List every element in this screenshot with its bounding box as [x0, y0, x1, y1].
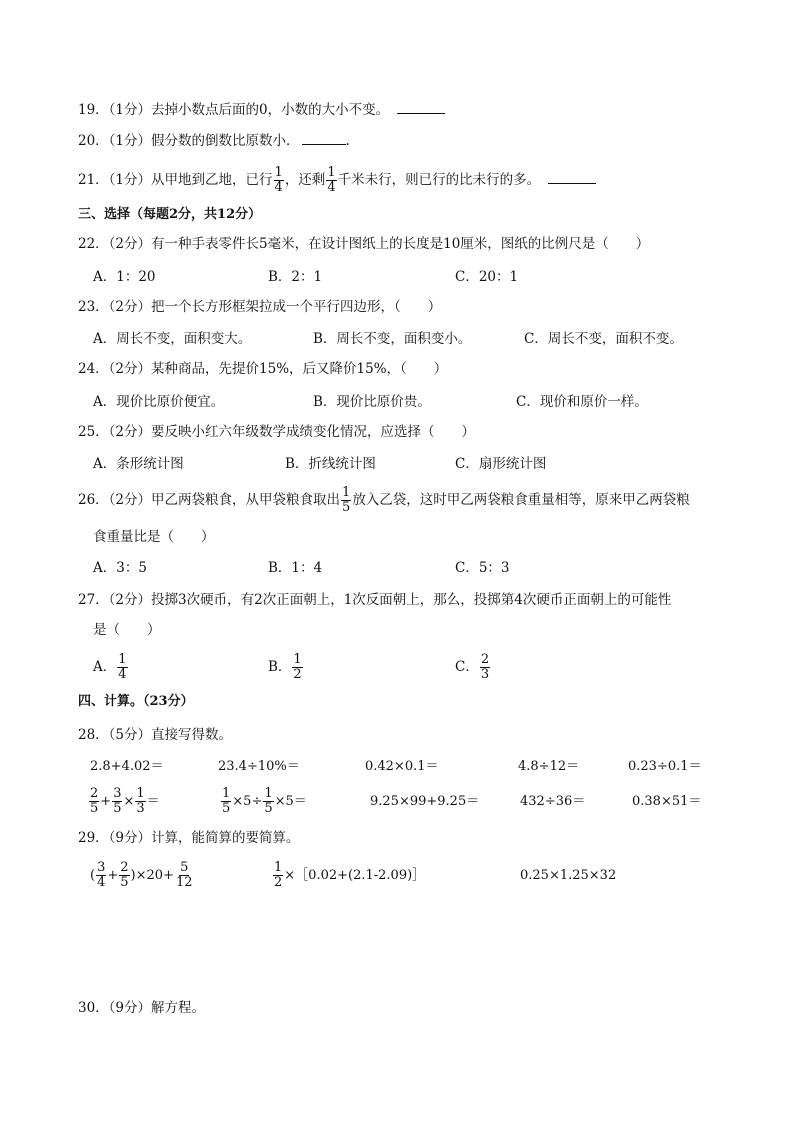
- question-text: 把一个长方形框架拉成一个平行四边形，（ ）: [151, 299, 442, 315]
- question-26: [78, 485, 690, 515]
- option-a[interactable]: A．3：5: [93, 560, 147, 576]
- question-29: [78, 828, 300, 848]
- question-text: 解方程。: [151, 1000, 206, 1016]
- answer-blank[interactable]: [397, 101, 445, 114]
- question-tail: .: [345, 133, 350, 149]
- question-number: 27．（2分）: [78, 592, 152, 608]
- question-number: 22．（2分）: [78, 236, 152, 252]
- question-number: 19．（1分）: [78, 102, 152, 118]
- fraction: $\frac{1}{4}$: [274, 165, 283, 195]
- calc-item: 2.8+4.02＝: [90, 759, 164, 774]
- calc-expression: $\frac{1}{2}$ ×［0.02+(2.1-2.09)］: [274, 860, 426, 890]
- option-c[interactable]: C．扇形统计图: [455, 456, 547, 472]
- question-number: 21．（1分）: [78, 172, 152, 188]
- question-19: [78, 100, 445, 120]
- answer-blank[interactable]: [548, 171, 596, 184]
- option-c[interactable]: C． $\frac{2}{3}$: [455, 652, 490, 682]
- calc-item: 0.38×51＝: [632, 794, 702, 809]
- question-text: 去掉小数点后面的0，小数的大小不变。: [151, 102, 390, 118]
- question-text: 甲乙两袋粮食，从甲袋粮食取出: [151, 492, 341, 508]
- option-a[interactable]: A．1：20: [93, 269, 156, 285]
- question-22: [78, 234, 649, 254]
- option-a[interactable]: A．现价比原价便宜。: [93, 394, 225, 410]
- question-number: 30．（9分）: [78, 1000, 152, 1016]
- question-number: 20．（1分）: [78, 133, 152, 149]
- option-b[interactable]: B．1：4: [268, 560, 323, 576]
- question-number: 24．（2分）: [78, 361, 152, 377]
- option-b[interactable]: B．现价比原价贵。: [313, 394, 431, 410]
- calc-item: 0.42×0.1＝: [365, 759, 439, 774]
- question-text: 有一种手表零件长5毫米，在设计图纸上的长度是10厘米，图纸的比例尺是（ ）: [151, 236, 650, 252]
- question-20: [78, 131, 350, 151]
- fraction: $\frac{1}{5}$: [342, 485, 351, 515]
- option-c[interactable]: C．现价和原价一样。: [516, 394, 648, 410]
- calc-item: 0.23÷0.1＝: [628, 759, 702, 774]
- question-number: 28．（5分）: [78, 727, 152, 743]
- question-text: 某种商品，先提价15%，后又降价15%，（ ）: [151, 361, 448, 377]
- question-text: 从甲地到乙地，已行: [151, 172, 273, 188]
- question-27: [78, 590, 671, 610]
- option-c[interactable]: C．20：1: [455, 269, 519, 285]
- question-text: 要反映小红六年级数学成绩变化情况，应选择（ ）: [151, 424, 476, 440]
- question-27-line2: 是（ ）: [93, 622, 161, 638]
- calc-item: $\frac{1}{5}$ ×5÷ $\frac{1}{5}$ ×5＝: [222, 786, 307, 816]
- option-a[interactable]: A．周长不变，面积变大。: [93, 331, 252, 347]
- question-number: 25．（2分）: [78, 424, 152, 440]
- question-30: [78, 998, 205, 1018]
- calc-item: $\frac{2}{5}$ + $\frac{3}{5}$ × $\frac{1}{3}$ ＝: [90, 786, 160, 816]
- calc-item: 432÷36＝: [520, 794, 586, 809]
- question-text: 放入乙袋，这时甲乙两袋粮食重量相等，原来甲乙两袋粮: [352, 492, 690, 508]
- question-26-line2: 食重量比是（ ）: [93, 529, 215, 545]
- section-4-heading: 四、计算。（23分）: [78, 694, 194, 709]
- question-number: 23．（2分）: [78, 299, 152, 315]
- question-text: ，还剩: [284, 172, 326, 188]
- question-28: [78, 725, 232, 745]
- option-c[interactable]: C．周长不变，面积不变。: [524, 331, 683, 347]
- option-b[interactable]: B．周长不变，面积变小。: [313, 331, 472, 347]
- fraction: $\frac{1}{2}$: [293, 652, 302, 682]
- option-c[interactable]: C．5：3: [455, 560, 510, 576]
- option-b[interactable]: B．折线统计图: [285, 456, 376, 472]
- question-number: 26．（2分）: [78, 492, 152, 508]
- calc-item: 4.8÷12＝: [518, 759, 580, 774]
- calc-expression: 0.25×1.25×32: [520, 868, 617, 883]
- question-24: [78, 359, 447, 379]
- fraction: $\frac{1}{4}$: [118, 652, 127, 682]
- fraction: $\frac{2}{3}$: [480, 652, 490, 682]
- calc-expression: ( $\frac{3}{4}$ + $\frac{2}{5}$ )×20+ $\frac{5}{12}$: [90, 860, 193, 890]
- question-text: 计算，能简算的要简算。: [151, 830, 300, 846]
- calc-item: 9.25×99+9.25＝: [370, 794, 480, 809]
- option-a[interactable]: A． $\frac{1}{4}$: [93, 652, 127, 682]
- question-text: 假分数的倒数比原数小．: [151, 133, 300, 149]
- question-25: [78, 422, 475, 442]
- question-text: 投掷3次硬币，有2次正面朝上，1次反面朝上，那么，投掷第4次硬币正面朝上的可能性: [151, 592, 672, 608]
- question-21: [78, 165, 596, 195]
- answer-blank[interactable]: [302, 132, 346, 145]
- option-b[interactable]: B．2：1: [268, 269, 323, 285]
- calc-item: 23.4÷10%＝: [218, 759, 300, 774]
- question-23: [78, 297, 441, 317]
- question-text: 千米未行，则已行的比未行的多。: [337, 172, 541, 188]
- option-a[interactable]: A．条形统计图: [93, 456, 184, 472]
- section-3-heading: 三、选择（每题2分，共12分）: [78, 207, 262, 222]
- question-text: 直接写得数。: [151, 727, 233, 743]
- option-b[interactable]: B． $\frac{1}{2}$: [268, 652, 302, 682]
- question-number: 29．（9分）: [78, 830, 152, 846]
- fraction: $\frac{1}{4}$: [327, 165, 336, 195]
